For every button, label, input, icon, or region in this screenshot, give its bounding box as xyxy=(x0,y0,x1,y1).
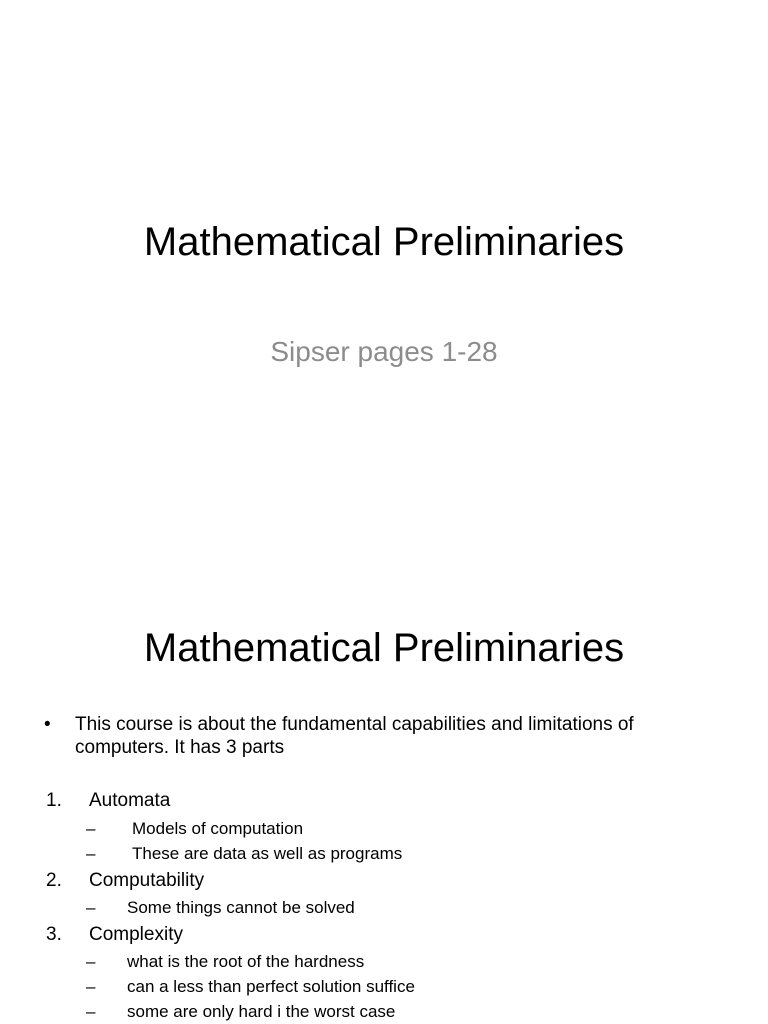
list-item-label: Complexity xyxy=(89,924,183,945)
list-item-number: 3. xyxy=(46,924,62,945)
sub-item-text: Some things cannot be solved xyxy=(127,898,355,917)
slide-content-heading: Mathematical Preliminaries xyxy=(143,626,625,670)
intro-bullet-text: This course is about the fundamental capabilities and limitations of computers. It has 3 parts xyxy=(75,714,634,758)
list-item-number: 1. xyxy=(46,790,62,811)
dash-mark: – xyxy=(86,819,96,838)
sub-item-text: Models of computation xyxy=(132,819,304,838)
dash-mark: – xyxy=(86,844,96,863)
dash-mark: – xyxy=(86,977,96,996)
dash-mark: – xyxy=(86,952,96,971)
dash-mark: – xyxy=(86,1002,96,1021)
bullet-mark: • xyxy=(44,714,51,735)
slide-content xyxy=(0,576,768,1024)
slide-title-heading: Mathematical Preliminaries xyxy=(143,220,625,264)
sub-item-text: can a less than perfect solution suffice xyxy=(127,977,415,996)
sub-item-text: what is the root of the hardness xyxy=(127,952,365,971)
sub-item-text: some are only hard i the worst case xyxy=(127,1002,396,1021)
dash-mark: – xyxy=(86,898,96,917)
list-item-label: Computability xyxy=(89,870,205,891)
sub-item-text: These are data as well as programs xyxy=(132,844,403,863)
slide-subtitle: Sipser pages 1-28 xyxy=(270,336,498,367)
list-item-label: Automata xyxy=(89,790,171,811)
intro-bullet xyxy=(44,713,724,759)
list-item-number: 2. xyxy=(46,870,62,891)
